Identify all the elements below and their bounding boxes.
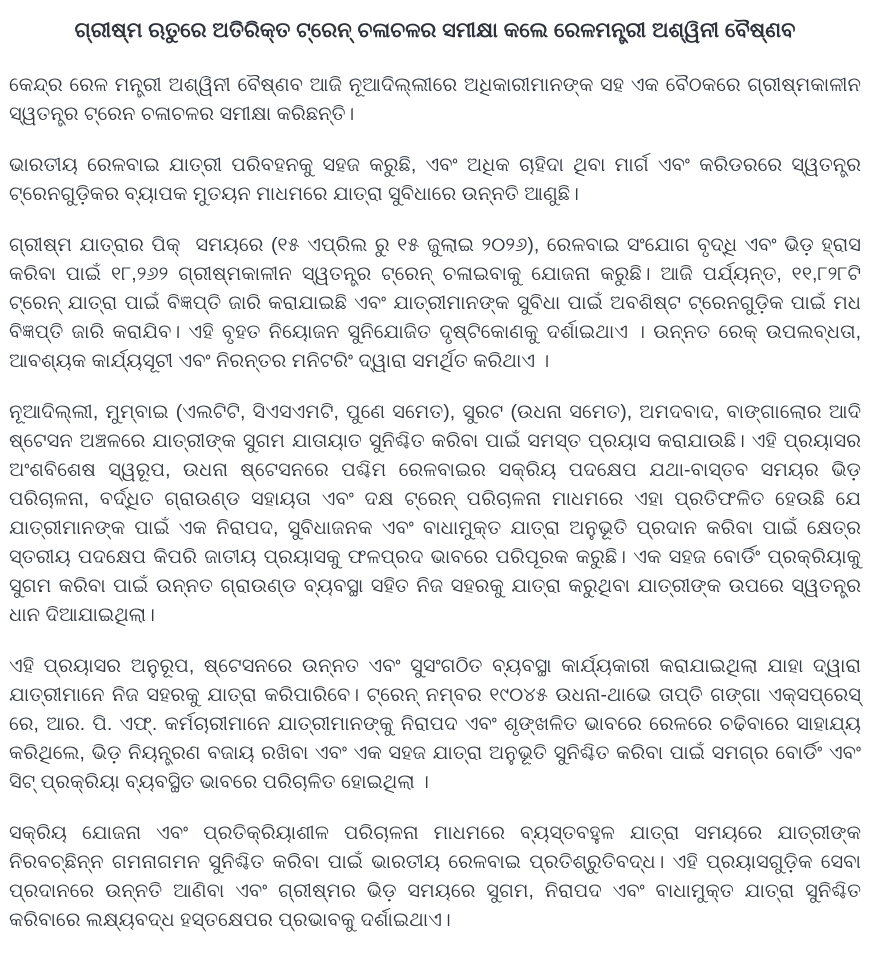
paragraph-4: ନୂଆଦିଲ୍ଲୀ, ମୁମ୍ବାଇ (ଏଲଟିଟି, ସିଏସଏମଟି, ପୁଣେ ସମେତ), ସୁରଟ (ଉଧନା ସମେତ), ଅମଦବାଦ, ବାଙ୍ଗାଲୋର ଆଦି ଷ୍ଟେସନ ଅଞ୍ଚଳରେ ଯାତ୍ରୀଙ୍କ ସୁଗମ ଯାତାୟାତ ସୁନିଶ୍ଚିତ କରିବା ପାଇଁ ସମସ୍ତ ପ୍ରୟାସ କରାଯାଉଛି। ଏହି ପ୍ରୟାସର ଅଂଶବିଶେଷ ସ୍ୱରୂପ, ଉଧନା ଷ୍ଟେସନରେ ପଶ୍ଚିମ ରେଳବାଇର ସକ୍ରିୟ ପଦକ୍ଷେପ ଯଥା-ବାସ୍ତବ ସମୟର ଭିଡ଼ ପରିଚାଳନା, ବର୍ଦ୍ଧିତ ଗ୍ରାଉଣ୍ଡ ସହାୟତା ଏବଂ ଦକ୍ଷ ଟ୍ରେନ୍ ପରିଚାଳନା ମାଧମରେ ଏହା ପ୍ରତିଫଳିତ ହେଉଛି ଯେ ଯାତ୍ରୀମାନଙ୍କ ପାଇଁ ଏକ ନିରାପଦ, ସୁବିଧାଜନକ ଏବଂ ବାଧାମୁକ୍ତ ଯାତ୍ରା ଅନୁଭୂତି ପ୍ରଦାନ କରିବା ପାଇଁ କ୍ଷେତ୍ର ସ୍ତରୀୟ ପଦକ୍ଷେପ କିପରି ଜାତୀୟ ପ୍ରୟାସକୁ ଫଳପ୍ରଦ ଭାବରେ ପରିପୂରକ କରୁଛି। ଏକ ସହଜ ବୋର୍ଡିଂ ପ୍ରକ୍ରିୟାକୁ ସୁଗମ କରିବା ପାଇଁ ଉନ୍ନତ ଗ୍ରାଉଣ୍ଡ ବ୍ୟବସ୍ଥା ସହିତ ନିଜ ସହରକୁ ଯାତ୍ରା କରୁଥିବା ଯାତ୍ରୀଙ୍କ ଉପରେ ସ୍ୱତନ୍ତ୍ର ଧାନ ଦିଆଯାଇଥିଲା। (9, 401, 867, 627)
paragraph-2: ଭାରତୀୟ ରେଳବାଇ ଯାତ୍ରୀ ପରିବହନକୁ ସହଜ କରୁଛି, ଏବଂ ଅଧିକ ଚାହିଦା ଥିବା ମାର୍ଗ ଏବଂ କରିଡରରେ ସ୍ୱତନ୍ତ୍ର ଟ୍ରେନଗୁଡ଼ିକର ବ୍ୟାପକ ମୁତୟନ ମାଧମରେ ଯାତ୍ରା ସୁବିଧାରେ ଉନ୍ନତି ଆଣୁଛି। (9, 154, 867, 206)
article-body (9, 71, 867, 935)
paragraph-1: କେନ୍ଦ୍ର ରେଳ ମନ୍ତ୍ରୀ ଅଶ୍ୱିନୀ ବୈଷ୍ଣବ ଆଜି ନୂଆଦିଲ୍ଲୀରେ ଅଧିକାରୀମାନଙ୍କ ସହ ଏକ ବୈଠକରେ ଗ୍ରୀଷ୍ମକାଳୀନ ସ୍ୱତନ୍ତ୍ର ଟ୍ରେନ ଚଳାଚଳର ସମୀକ୍ଷା କରିଛନ୍ତି। (9, 74, 867, 126)
paragraph-3: ଗ୍ରୀଷ୍ମ ଯାତ୍ରାର ପିକ୍ ସମୟରେ (୧୫ ଏପ୍ରିଲ ରୁ ୧୫ ଜୁଲାଇ ୨୦୨୬), ରେଳବାଇ ସଂଯୋଗ ବୃଦ୍ଧି ଏବଂ ଭିଡ଼ ହ୍ରାସ କରିବା ପାଇଁ ୧୮,୨୬୨ ଗ୍ରୀଷ୍ମକାଳୀନ ସ୍ୱତନ୍ତ୍ର ଟ୍ରେନ୍ ଚଳାଇବାକୁ ଯୋଜନା କରୁଛି। ଆଜି ପର୍ଯ୍ୟନ୍ତ, ୧୧,୮୨୮ଟି ଟ୍ରେନ୍ ଯାତ୍ରା ପାଇଁ ବିଜ୍ଞପ୍ତି ଜାରି କରାଯାଇଛି ଏବଂ ଯାତ୍ରୀମାନଙ୍କ ସୁବିଧା ପାଇଁ ଅବଶିଷ୍ଟ ଟ୍ରେନଗୁଡ଼ିକ ପାଇଁ ମଧ ବିଜ୍ଞପ୍ତି ଜାରି କରାଯିବ। ଏହି ବୃହତ ନିୟୋଜନ ସୁନିଯୋଜିତ ଦୃଷ୍ଟିକୋଣକୁ ଦର୍ଶାଇଥାଏ । ଉନ୍ନତ ରେକ୍ ଉପଲବ୍ଧତା, ଆବଶ୍ୟକ କାର୍ଯ୍ୟସୂଚୀ ଏବଂ ନିରନ୍ତର ମନିଟରିଂ ଦ୍ୱାରା ସମର୍ଥିତ କରିଥାଏ । (9, 234, 867, 373)
article-title: ଗ୍ରୀଷ୍ମ ଋତୁରେ ଅତିରିକ୍ତ ଟ୍ରେନ୍ ଚଳାଚଳର ସମୀକ୍ଷା କଲେ ରେଳମନ୍ତ୍ରୀ ଅଶ୍ୱିନୀ ବୈଷ୍ଣବ (74, 19, 796, 42)
paragraph-5: ଏହି ପ୍ରୟାସର ଅନୁରୂପ, ଷ୍ଟେସନରେ ଉନ୍ନତ ଏବଂ ସୁସଂଗଠିତ ବ୍ୟବସ୍ଥା କାର୍ଯ୍ୟକାରୀ କରାଯାଇଥିଲା ଯାହା ଦ୍ୱାରା ଯାତ୍ରୀମାନେ ନିଜ ସହରକୁ ଯାତ୍ରା କରିପାରିବେ। ଟ୍ରେନ୍ ନମ୍ବର ୧୯୦୪୫ ଉଧନା-ଥାଭେ ତାପ୍ତି ଗଙ୍ଗା ଏକ୍ସପ୍ରେସ୍ ରେ, ଆର. ପି. ଏଫ୍. କର୍ମଚାରୀମାନେ ଯାତ୍ରୀମାନଙ୍କୁ ନିରାପଦ ଏବଂ ଶୃଙ୍ଖଳିତ ଭାବରେ ରେଳରେ ଚଢିବାରେ ସାହାଯ୍ୟ କରିଥିଲେ, ଭିଡ଼ ନିୟନ୍ତ୍ରଣ ବଜାୟ ରଖିବା ଏବଂ ଏକ ସହଜ ଯାତ୍ରା ଅନୁଭୂତି ସୁନିଶ୍ଚିତ କରିବା ପାଇଁ ସମଗ୍ର ବୋର୍ଡିଂ ଏବଂ ସିଟ୍ ପ୍ରକ୍ରିୟା ବ୍ୟବସ୍ଥିତ ଭାବରେ ପରିଚାଳିତ ହୋଇଥିଲା । (9, 655, 867, 794)
paragraph-6: ସକ୍ରିୟ ଯୋଜନା ଏବଂ ପ୍ରତିକ୍ରିୟାଶୀଳ ପରିଚାଳନା ମାଧମରେ ବ୍ୟସ୍ତବହୁଳ ଯାତ୍ରା ସମୟରେ ଯାତ୍ରୀଙ୍କ ନିରବଚ୍ଛିନ୍ନ ଗମନାଗମନ ସୁନିଶ୍ଚିତ କରିବା ପାଇଁ ଭାରତୀୟ ରେଳବାଇ ପ୍ରତିଶ୍ରୁତିବଦ୍ଧ। ଏହି ପ୍ରୟାସଗୁଡ଼ିକ ସେବା ପ୍ରଦାନରେ ଉନ୍ନତି ଆଣିବା ଏବଂ ଗ୍ରୀଷ୍ମର ଭିଡ଼ ସମୟରେ ସୁଗମ, ନିରାପଦ ଏବଂ ବାଧାମୁକ୍ତ ଯାତ୍ରା ସୁନିଶ୍ଚିତ କରିବାରେ ଲକ୍ଷ୍ୟବଦ୍ଧ ହସ୍ତକ୍ଷେପର ପ୍ରଭାବକୁ ଦର୍ଶାଇଥାଏ। (9, 822, 867, 932)
